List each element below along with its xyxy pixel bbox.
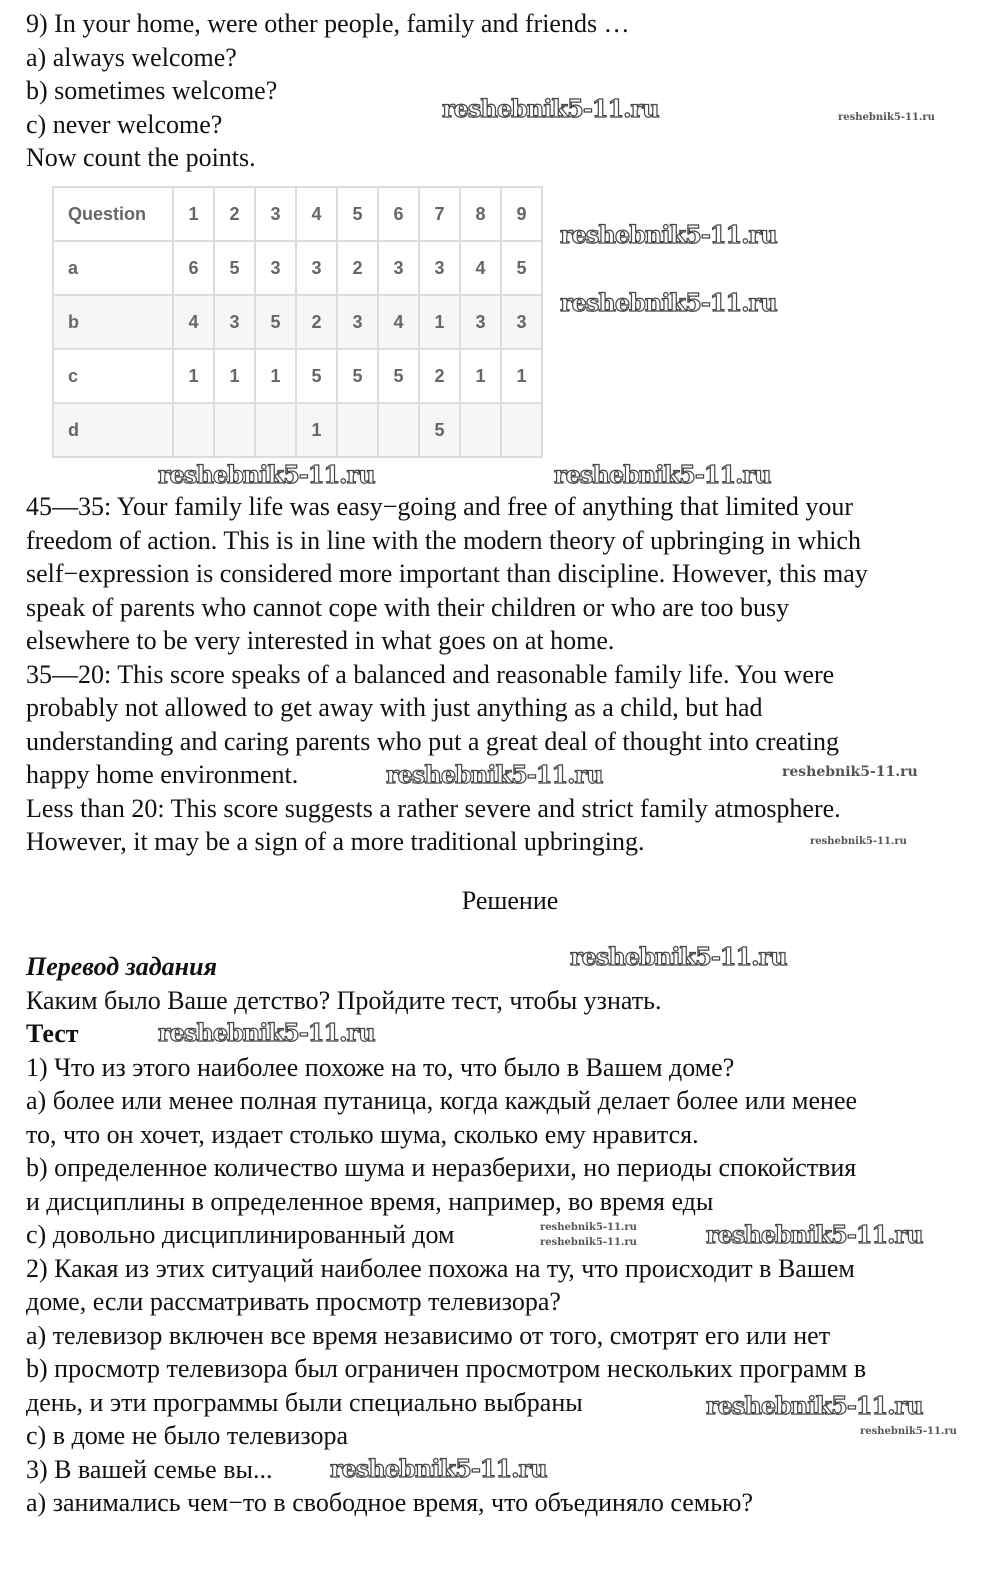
watermark: reshebnik5-11.ru: [810, 836, 907, 847]
table-row: c 1 1 1 5 5 5 2 1 1: [53, 349, 542, 403]
table-row: a 6 5 3 3 2 3 3 4 5: [53, 241, 542, 295]
watermark: reshebnik5-11.ru: [570, 942, 787, 971]
watermark: reshebnik5-11.ru: [330, 1454, 547, 1483]
results-text: 45—35: Your family life was easy−going and free of anything that limited your freedom of action. This is in line with the modern theory of upbringing in which self−expression is considered more important than discipline. However, this may speak of parents who cannot cope with their children or who are too busy elsewhere to be very interested in what goes on at home. 35—20: This score speaks of a balanced and reasonable family life. You were probably not allowed to get away with just anything as a child, but had understanding and caring parents who put a great deal of thought into creating happy home environment. Less than 20: This score suggests a rather severe and strict family atmosphere. However, it may be a sign of a more traditional upbringing.: [26, 492, 868, 856]
watermark: reshebnik5-11.ru: [560, 220, 777, 249]
watermark: reshebnik5-11.ru: [554, 460, 771, 489]
watermark: reshebnik5-11.ru: [442, 94, 659, 123]
watermark: reshebnik5-11.ru: [386, 760, 603, 789]
watermark: reshebnik5-11.ru: [560, 288, 777, 317]
points-table: [52, 186, 543, 458]
translation-heading: Перевод задания: [26, 952, 217, 981]
table-row: b 4 3 5 2 3 4 1 3 3: [53, 295, 542, 349]
watermark: reshebnik5-11.ru: [158, 460, 375, 489]
watermark: reshebnik5-11.ru: [540, 1222, 637, 1233]
table-header-row: Question 1 2 3 4 5 6 7 8 9: [53, 187, 542, 241]
translation: Перевод задания Каким было Ваше детство? Пройдите тест, чтобы узнать. Тест 1) Что из этого наиболее похоже на то, что было в Вашем доме? a) более или менее полная путаница, когда каждый делает более или менее то, что он хочет, издает столько шума, сколько ему нравится. b) определенное количество шума и неразберихи, но периоды спокойствия и дисциплины в определенное время, например, во время еды c) довольно дисциплинированный дом 2) Какая из этих ситуаций наиболее похожа на ту, что происходит в Вашем доме, если рассматривать просмотр телевизора? a) телевизор включен все время независимо от того, смотрят его или нет b) просмотр телевизора был ограничен просмотром нескольких программ в день, и эти программы были специально выбраны c) в доме не было телевизора 3) В вашей семье вы... a) занимались чем−то в свободное время, что объединяло семью?: [26, 952, 867, 1517]
watermark: reshebnik5-11.ru: [706, 1220, 923, 1249]
question-9: 9) In your home, were other people, family and friends … a) always welcome? b) sometimes welcome? c) never welcome? Now count the points.: [26, 9, 630, 172]
table-row: d 1 5: [53, 403, 542, 457]
watermark: reshebnik5-11.ru: [782, 764, 918, 780]
test-label: Тест: [26, 1019, 79, 1048]
watermark: reshebnik5-11.ru: [838, 112, 935, 123]
watermark: reshebnik5-11.ru: [158, 1018, 375, 1047]
solution-heading: Решение: [461, 886, 559, 915]
watermark: reshebnik5-11.ru: [860, 1426, 957, 1437]
watermark: reshebnik5-11.ru: [706, 1391, 923, 1420]
watermark: reshebnik5-11.ru: [540, 1237, 637, 1248]
